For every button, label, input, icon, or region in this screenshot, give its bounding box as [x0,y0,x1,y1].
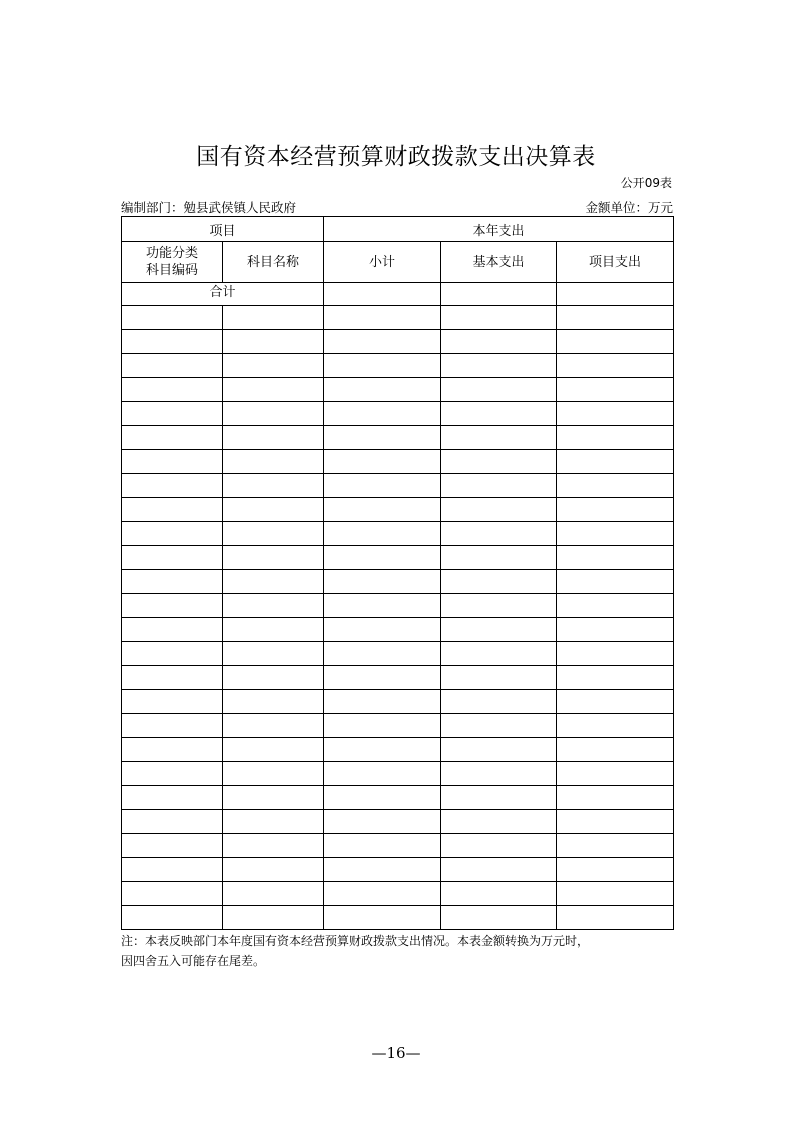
table-cell [122,330,223,354]
table-cell [441,906,557,930]
table-cell [557,450,674,474]
table-cell [122,834,223,858]
table-cell [324,690,441,714]
table-cell [441,618,557,642]
table-cell [557,522,674,546]
table-cell [557,882,674,906]
table-row [122,786,674,810]
table-cell [557,834,674,858]
table-cell [122,306,223,330]
table-cell [223,498,324,522]
table-row [122,354,674,378]
table-cell [441,714,557,738]
table-row [122,714,674,738]
table-cell [324,618,441,642]
table-cell [122,402,223,426]
table-cell [324,810,441,834]
table-cell [557,402,674,426]
table-row [122,834,674,858]
table-cell [557,618,674,642]
table-cell [324,402,441,426]
table-row [122,522,674,546]
table-cell [223,810,324,834]
table-row [122,906,674,930]
table-cell [324,906,441,930]
table-cell [557,714,674,738]
table-cell [223,906,324,930]
table-row [122,474,674,498]
table-cell [557,762,674,786]
table-row [122,810,674,834]
table-row [122,546,674,570]
table-cell [324,714,441,738]
table-cell [324,666,441,690]
table-cell [223,786,324,810]
table-cell [324,786,441,810]
table-cell [557,498,674,522]
table-row [122,666,674,690]
amount-unit: 金额单位：万元 [585,200,673,215]
table-cell [324,354,441,378]
table-cell [557,426,674,450]
total-project-cell [557,283,674,306]
table-row [122,402,674,426]
table-note [121,931,673,971]
table-cell [324,378,441,402]
header-function-code-line1: 功能分类 [145,246,198,261]
header-row-columns [122,242,674,283]
table-cell [122,570,223,594]
table-cell [441,450,557,474]
table-row [122,498,674,522]
total-row [122,283,674,306]
table-cell [223,426,324,450]
table-row [122,642,674,666]
table-cell [441,498,557,522]
table-cell [441,306,557,330]
table-cell [223,330,324,354]
table-cell [223,354,324,378]
table-cell [223,594,324,618]
table-cell [441,642,557,666]
table-cell [122,498,223,522]
table-cell [441,690,557,714]
table-row [122,306,674,330]
table-cell [324,594,441,618]
total-basic-cell [441,283,557,306]
table-cell [223,882,324,906]
total-label: 合计 [122,283,324,306]
table-row [122,378,674,402]
table-row [122,858,674,882]
table-cell [441,762,557,786]
table-cell [122,810,223,834]
table-cell [223,570,324,594]
table-cell [557,906,674,930]
table-cell [324,330,441,354]
table-cell [324,762,441,786]
table-cell [441,402,557,426]
table-cell [223,450,324,474]
table-cell [122,378,223,402]
table-cell [324,858,441,882]
table-cell [557,858,674,882]
table-cell [324,570,441,594]
table-cell [441,474,557,498]
table-cell [441,546,557,570]
table-cell [441,330,557,354]
table-row [122,450,674,474]
table-cell [122,594,223,618]
table-cell [223,546,324,570]
table-cell [324,642,441,666]
table-cell [557,330,674,354]
table-cell [122,906,223,930]
table-cell [557,306,674,330]
table-cell [557,546,674,570]
table-cell [122,618,223,642]
table-cell [122,642,223,666]
expenditure-table [121,216,674,930]
table-cell [122,690,223,714]
compiling-department: 编制部门：勉县武侯镇人民政府 [121,200,297,215]
table-cell [441,378,557,402]
table-cell [122,714,223,738]
table-row [122,570,674,594]
table-cell [122,474,223,498]
table-cell [223,858,324,882]
table-cell [122,882,223,906]
table-cell [557,570,674,594]
table-cell [441,354,557,378]
table-cell [223,306,324,330]
table-cell [223,714,324,738]
table-cell [122,666,223,690]
table-cell [324,450,441,474]
table-cell [223,738,324,762]
table-cell [223,666,324,690]
table-cell [557,810,674,834]
table-row [122,426,674,450]
total-subtotal-cell [324,283,441,306]
table-row [122,594,674,618]
header-function-code [122,242,223,283]
table-cell [441,786,557,810]
table-cell [223,642,324,666]
table-cell [223,378,324,402]
note-line-2: 因四舍五入可能存在尾差。 [121,954,266,968]
table-cell [557,474,674,498]
report-meta [121,198,673,216]
table-cell [557,354,674,378]
header-basic-expense: 基本支出 [441,242,557,283]
table-cell [441,426,557,450]
table-cell [324,546,441,570]
table-cell [122,786,223,810]
table-cell [441,666,557,690]
header-item: 项目 [122,217,324,242]
table-cell [557,378,674,402]
table-cell [557,642,674,666]
table-cell [324,522,441,546]
form-number: 公开09表 [620,176,672,190]
table-cell [324,498,441,522]
table-cell [324,426,441,450]
table-cell [223,402,324,426]
header-function-code-line2: 科目编码 [145,263,198,278]
table-cell [557,666,674,690]
table-cell [122,354,223,378]
table-cell [441,738,557,762]
table-cell [324,834,441,858]
table-cell [441,882,557,906]
table-cell [441,594,557,618]
table-cell [324,306,441,330]
header-current-year-expense: 本年支出 [324,217,674,242]
table-cell [324,738,441,762]
page-number: —16— [371,1044,421,1062]
note-line-1: 注：本表反映部门本年度国有资本经营预算财政拨款支出情况。本表金额转换为万元时， [121,934,590,948]
table-cell [557,594,674,618]
table-cell [223,618,324,642]
table-cell [223,522,324,546]
table-row [122,330,674,354]
table-cell [441,858,557,882]
table-cell [122,546,223,570]
table-cell [441,570,557,594]
table-cell [122,522,223,546]
table-cell [223,762,324,786]
table-cell [324,474,441,498]
table-row [122,762,674,786]
table-row [122,738,674,762]
table-cell [557,738,674,762]
table-cell [557,786,674,810]
table-cell [223,690,324,714]
table-cell [122,858,223,882]
table-row [122,690,674,714]
table-cell [122,450,223,474]
table-cell [223,474,324,498]
table-row [122,882,674,906]
header-subtotal: 小计 [324,242,441,283]
table-row [122,618,674,642]
header-subject-name: 科目名称 [223,242,324,283]
table-cell [441,810,557,834]
table-cell [557,690,674,714]
table-cell [122,426,223,450]
header-project-expense: 项目支出 [557,242,674,283]
table-cell [441,834,557,858]
table-cell [223,834,324,858]
report-title: 国有资本经营预算财政拨款支出决算表 [196,144,596,170]
table-cell [324,882,441,906]
header-row-group [122,217,674,242]
table-cell [122,762,223,786]
table-cell [441,522,557,546]
table-cell [122,738,223,762]
